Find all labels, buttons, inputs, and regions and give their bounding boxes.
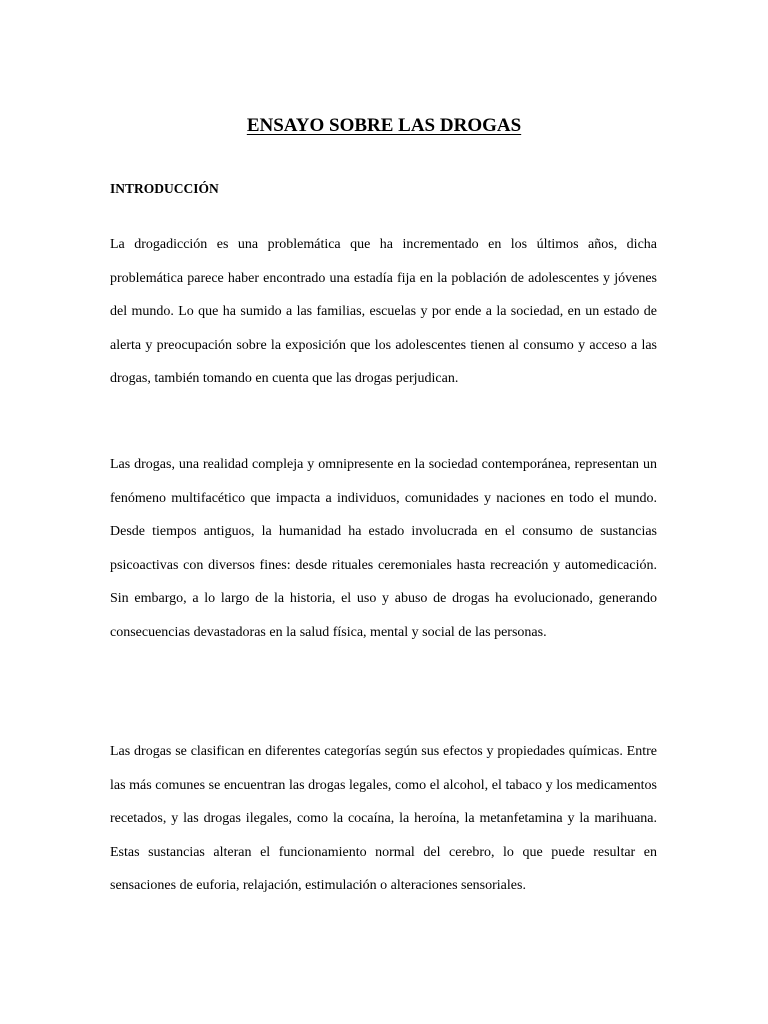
section-heading: INTRODUCCIÓN — [110, 181, 219, 196]
document-title: ENSAYO SOBRE LAS DROGAS — [246, 115, 522, 136]
paragraph-1: La drogadicción es una problemática que ha incrementado en los últimos años, dicha problemática parece haber encontrado una estadía fija en la población de adolescentes y jóvenes del mundo. Lo que ha sumido a las familias, escuelas y por ende a la sociedad, en un estado de alerta y preocupación sobre la exposición que los adolescentes tienen al consumo y acceso a las drogas, también tomando en cuenta que las drogas perjudican. — [110, 237, 657, 387]
paragraph-3: Las drogas se clasifican en diferentes categorías según sus efectos y propiedades químicas. Entre las más comunes se encuentran las drogas legales, como el alcohol, el tabaco y los medicamentos recetados, y las drogas ilegales, como la cocaína, la heroína, la metanfetamina y la marihuana. Estas sustancias alteran el funcionamiento normal del cerebro, lo que puede resultar en sensaciones de euforia, relajación, estimulación o alteraciones sensoriales. — [110, 744, 657, 894]
paragraph-2: Las drogas, una realidad compleja y omnipresente en la sociedad contemporánea, representan un fenómeno multifacético que impacta a individuos, comunidades y naciones en todo el mundo. Desde tiempos antiguos, la humanidad ha estado involucrada en el consumo de sustancias psicoactivas con diversos fines: desde rituales ceremoniales hasta recreación y automedicación. Sin embargo, a lo largo de la historia, el uso y abuso de drogas ha evolucionado, generando consecuencias devastadoras en la salud física, mental y social de las personas. — [110, 457, 657, 640]
